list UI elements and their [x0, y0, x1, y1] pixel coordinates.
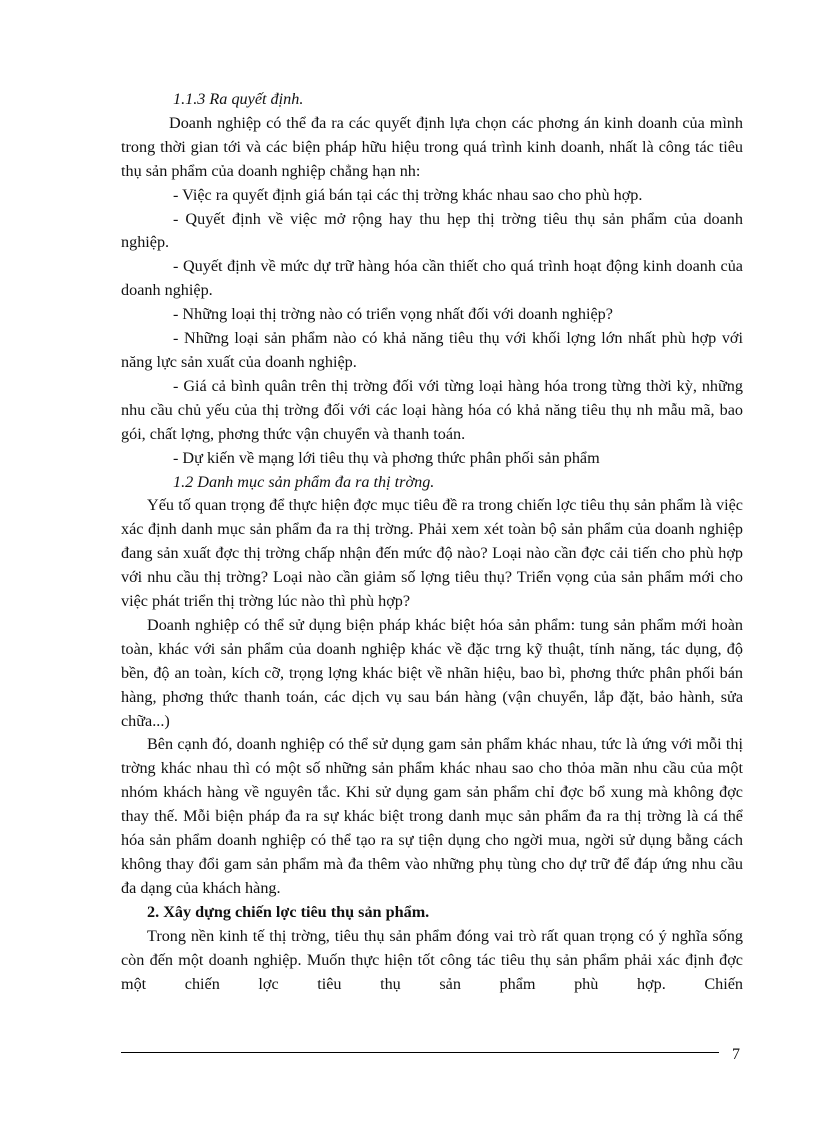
paragraph: Yếu tố quan trọng để thực hiện đợc mục tiêu đề ra trong chiến lợc tiêu thụ sản phẩm là việc xác định danh mục sản phẩm đa ra thị trờng. Phải xem xét toàn bộ sản phẩm của doanh nghiệp đang sản xuất đợc thị trờng chấp nhận đến mức độ nào? Loại nào cần đợc cải tiến cho phù hợp với nhu cầu thị trờng? Loại nào cần giảm số lợng tiêu thụ? Triển vọng của sản phẩm mới cho việc phát triển thị trờng lúc nào thì phù hợp?	[121, 496, 743, 611]
paragraph: Bên cạnh đó, doanh nghiệp có thể sử dụng gam sản phẩm khác nhau, tức là ứng với mỗi thị trờng khác nhau thì có một số những sản phẩm khác nhau sao cho thỏa mãn nhu cầu của một nhóm khách hàng về nguyên tắc. Khi sử dụng gam sản phẩm chỉ đợc bổ xung mà không đợc thay thế. Mỗi biện pháp đa ra sự khác biệt trong danh mục sản phẩm đa ra thị trờng là cá thể hóa sản phẩm doanh nghiệp có thể tạo ra sự tiện dụng cho ngời mua, ngời sử dụng bằng cách không thay đổi gam sản phẩm mà đa thêm vào những phụ tùng cho dự trữ để đáp ứng nhu cầu đa dạng của khách hàng.	[121, 735, 743, 897]
page-number: 7	[732, 1046, 740, 1063]
page-body	[121, 88, 743, 996]
bullet-item: - Quyết định về việc mở rộng hay thu hẹp thị trờng tiêu thụ sản phẩm của doanh nghiệp.	[121, 209, 743, 252]
bullet-item: - Việc ra quyết định giá bán tại các thị trờng khác nhau sao cho phù hợp.	[173, 185, 643, 204]
bullet-item: - Giá cả bình quân trên thị trờng đối với từng loại hàng hóa trong từng thời kỳ, những nhu cầu chủ yếu của thị trờng đối với các loại hàng hóa có khả năng tiêu thụ nh mẫu mã, bao gói, chất lợng, phơng thức vận chuyển và thanh toán.	[121, 376, 743, 443]
section-heading-1-1-3: 1.1.3 Ra quyết định.	[173, 90, 304, 108]
bullet-item: - Những loại thị trờng nào có triển vọng nhất đối với doanh nghiệp?	[173, 305, 613, 324]
bullet-item: - Quyết định về mức dự trữ hàng hóa cần thiết cho quá trình hoạt động kinh doanh của doanh nghiệp.	[121, 257, 743, 300]
bullet-item: - Dự kiến về mạng lới tiêu thụ và phơng thức phân phối sản phẩm	[173, 448, 600, 467]
paragraph-intro: Doanh nghiệp có thể đa ra các quyết định lựa chọn các phơng án kinh doanh của mình trong thời gian tới và các biện pháp hữu hiệu trong quá trình kinh doanh, nhất là công tác tiêu thụ sản phẩm của doanh nghiệp chẳng hạn nh:	[121, 113, 743, 180]
section-heading-2: 2. Xây dựng chiến lợc tiêu thụ sản phẩm.	[147, 902, 430, 921]
section-heading-1-2: 1.2 Danh mục sản phẩm đa ra thị trờng.	[173, 472, 435, 491]
paragraph: Trong nền kinh tế thị trờng, tiêu thụ sản phẩm đóng vai trò rất quan trọng có ý nghĩa sống còn đến một doanh nghiệp. Muốn thực hiện tốt công tác tiêu thụ sản phẩm phải xác định đợc một chiến lợc tiêu thụ sản phẩm phù hợp. Chiến	[121, 926, 743, 993]
footer-rule	[121, 1052, 719, 1053]
paragraph: Doanh nghiệp có thể sử dụng biện pháp khác biệt hóa sản phẩm: tung sản phẩm mới hoàn toàn, khác với sản phẩm của doanh nghiệp khác về đặc trng kỹ thuật, tính năng, tác dụng, độ bền, độ an toàn, kích cỡ, trọng lợng khác biệt về nhãn hiệu, bao bì, phơng thức phân phối bán hàng, phơng thức thanh toán, các dịch vụ sau bán hàng (vận chuyển, lắp đặt, bảo hành, sửa chữa...)	[121, 615, 743, 730]
bullet-item: - Những loại sản phẩm nào có khả năng tiêu thụ với khối lợng lớn nhất phù hợp với năng lực sản xuất của doanh nghiệp.	[121, 329, 743, 371]
